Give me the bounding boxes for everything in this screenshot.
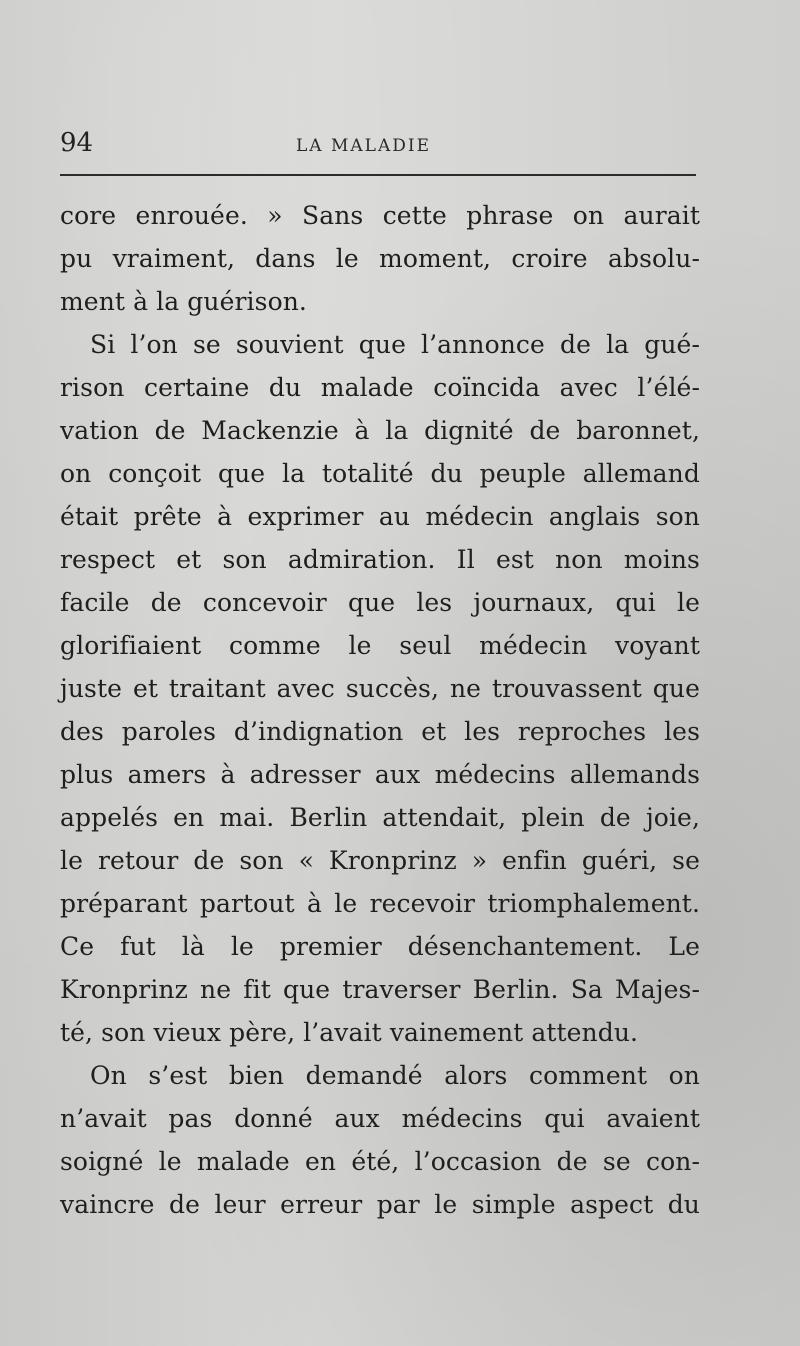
text-line: le retour de son « Kronprinz » enfin guéri, se [60,846,700,875]
page-header [60,118,700,168]
text-line: facile de concevoir que les journaux, qui le [60,588,700,617]
header-rule [60,174,696,176]
text-line: on conçoit que la totalité du peuple allemand [60,459,700,488]
text-line: core enrouée. » Sans cette phrase on aurait [60,201,700,230]
text-line: juste et traitant avec succès, ne trouvassent que [60,674,700,703]
text-line: glorifiaient comme le seul médecin voyant [60,631,700,660]
text-line: soigné le malade en été, l’occasion de se con- [60,1147,700,1176]
text-line: On s’est bien demandé alors comment on [90,1061,700,1090]
text-line: Si l’on se souvient que l’annonce de la gué- [90,330,700,359]
text-line: était prête à exprimer au médecin anglais son [60,502,700,531]
text-line: pu vraiment, dans le moment, croire absolu- [60,244,700,273]
text-line: rison certaine du malade coïncida avec l’élé- [60,373,700,402]
text-line: appelés en mai. Berlin attendait, plein de joie, [60,803,700,832]
text-line: ment à la guérison. [60,287,307,316]
text-line: respect et son admiration. Il est non moins [60,545,700,574]
text-line: des paroles d’indignation et les reproches les [60,717,700,746]
page-number: 94 [60,128,94,158]
text-line: Ce fut là le premier désenchantement. Le [60,932,700,961]
text-line: vaincre de leur erreur par le simple aspect du [60,1190,700,1219]
text-line: vation de Mackenzie à la dignité de baronnet, [60,416,700,445]
body-text [60,194,700,1226]
text-line: préparant partout à le recevoir triomphalement. [60,889,700,918]
running-head: LA MALADIE [296,136,431,156]
text-line: plus amers à adresser aux médecins allemands [60,760,700,789]
text-line: Kronprinz ne fit que traverser Berlin. Sa Majes- [60,975,700,1004]
text-line: n’avait pas donné aux médecins qui avaient [60,1104,700,1133]
text-line: té, son vieux père, l’avait vainement attendu. [60,1018,639,1047]
